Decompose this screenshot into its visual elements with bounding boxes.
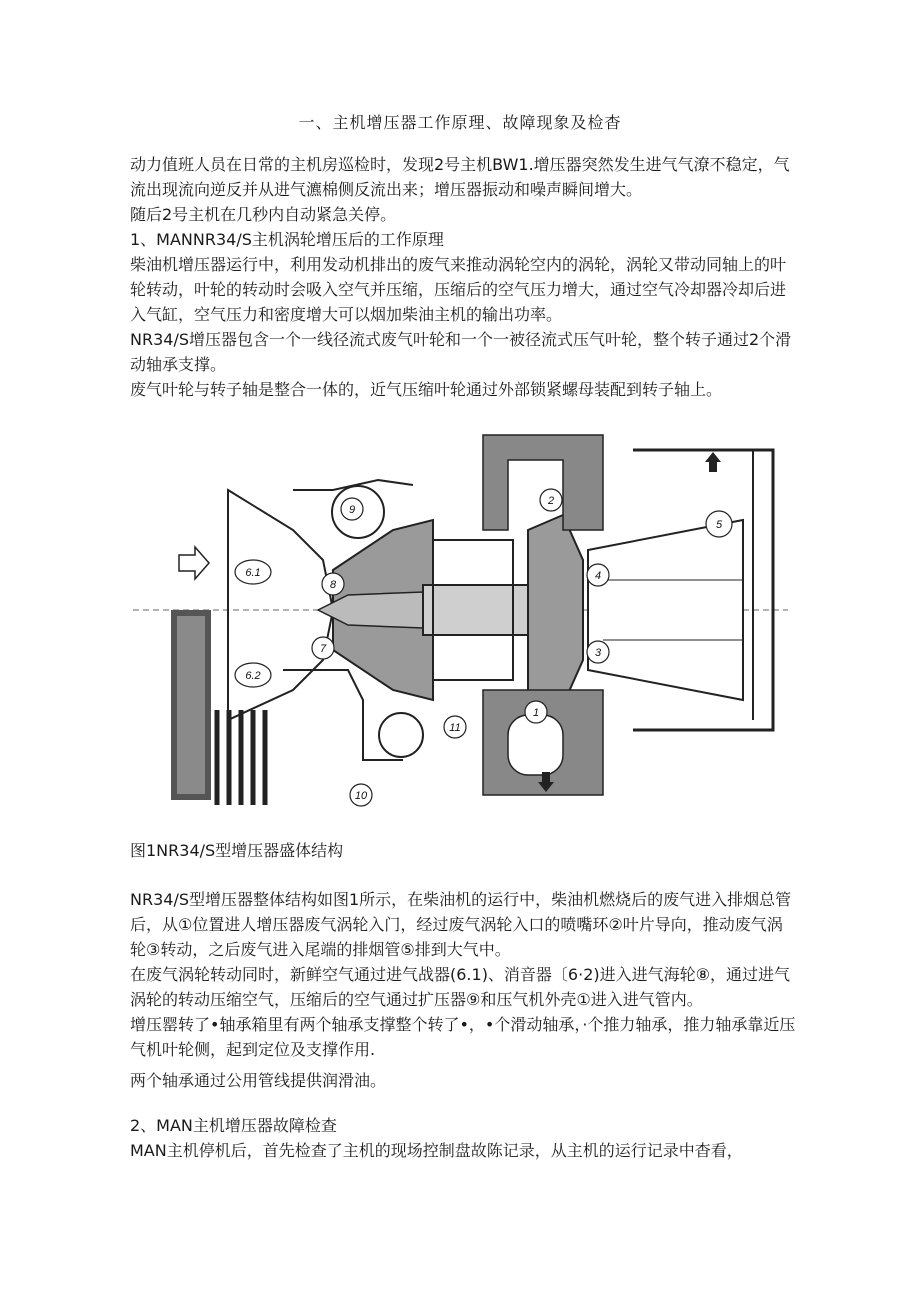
- body-paragraph: 柴油机增压器运行中，利用发动机排出的废气来推动涡轮空内的涡轮，涡轮又带动同轴上的叶轮转动，叶轮的转动时会吸入空气并压缩，压缩后的空气压力增大，通过空气冷却器冷却后进入气缸，空气压力和密度增大可以烟加柴油主机的输出功率。: [130, 255, 787, 324]
- intro-paragraph: 动力值班人员在日常的主机房巡检时，发现2号主机BW1.增压器突然发生进气气潦不稳定，气流出现流向逆反并从进气瀌棉侧反流出来；增压器振动和噪声瞬间增大。: [130, 155, 790, 199]
- section-2-heading: 2、MAN主机增压器故障检查: [130, 1116, 337, 1135]
- callout-label: 9: [348, 504, 356, 516]
- intro-paragraph: 随后2号主机在几秒内自动紧急关停。: [130, 205, 397, 224]
- body-paragraph: MAN主机停机后，首先检查了主机的现场控制盘故陈记录，从主机的运行记录中杳看，: [130, 1141, 743, 1160]
- figure-caption: 图1NR34/S型增压器盛体结构: [130, 841, 344, 860]
- callout-label: 5: [715, 519, 723, 531]
- callout-label: 6.2: [245, 670, 261, 682]
- section-3-block: [130, 1113, 798, 1163]
- body-paragraph: 废气叶轮与转子轴是整合一体的，近气压缩叶轮通过外部锁紧螺母装配到转子轴上。: [130, 380, 723, 399]
- body-paragraph: 在废气涡轮转动同时，新鲜空气通过进气战器(6.1)、消音器〔6·2)进入进气海轮⑧，通过进气涡轮的转动压缩空气，压缩后的空气通过扩压器⑨和压气机外壳①进入进气管内。: [130, 965, 790, 1009]
- callout-label: 6.1: [245, 567, 261, 579]
- callout-label: 3: [594, 647, 602, 659]
- intro-block: [130, 152, 798, 402]
- section-2-block: [130, 887, 798, 1093]
- body-paragraph: 两个轴承通过公用管线提供润滑油。: [130, 1071, 387, 1090]
- callout-label: 7: [319, 643, 327, 655]
- callout-label: 11: [449, 722, 461, 734]
- callout-label: 8: [329, 579, 337, 591]
- body-paragraph: NR34/S型增压器整体结构如图1所示，在柴油机的运行中，柴油机燃烧后的废气进入排烟总管后，从①位置进人增压器废气涡轮入门，经过废气涡轮入口的喷嘴环②叶片导向，推动废气涡轮③转动，之后废气进入尾端的排烟管⑤排到大气中。: [130, 890, 792, 959]
- page-title: 一、主机增压器工作原理、故障现象及检杳: [298, 113, 622, 132]
- callout-label: 4: [594, 570, 602, 582]
- callout-label: 10: [354, 790, 368, 802]
- body-paragraph: NR34/S增压器包含一个一线径流式废气叶轮和一个一被径流式压气叶轮，整个转子通过2个滑动轴承支撑。: [130, 330, 792, 374]
- body-paragraph: 增压罂转了•轴承箱里有两个轴承支撑整个转了•，•个滑动轴承，·个推力轴承，推力轴承靠近压气机叶轮侧，起到定位及支撑作用.: [130, 1015, 796, 1059]
- callout-label: 2: [547, 495, 555, 507]
- turbocharger-diagram: [133, 420, 788, 820]
- section-1-heading: 1、MANNR34/S主机涡轮增压后的工作原理: [130, 230, 444, 249]
- callout-label: 1: [532, 707, 540, 719]
